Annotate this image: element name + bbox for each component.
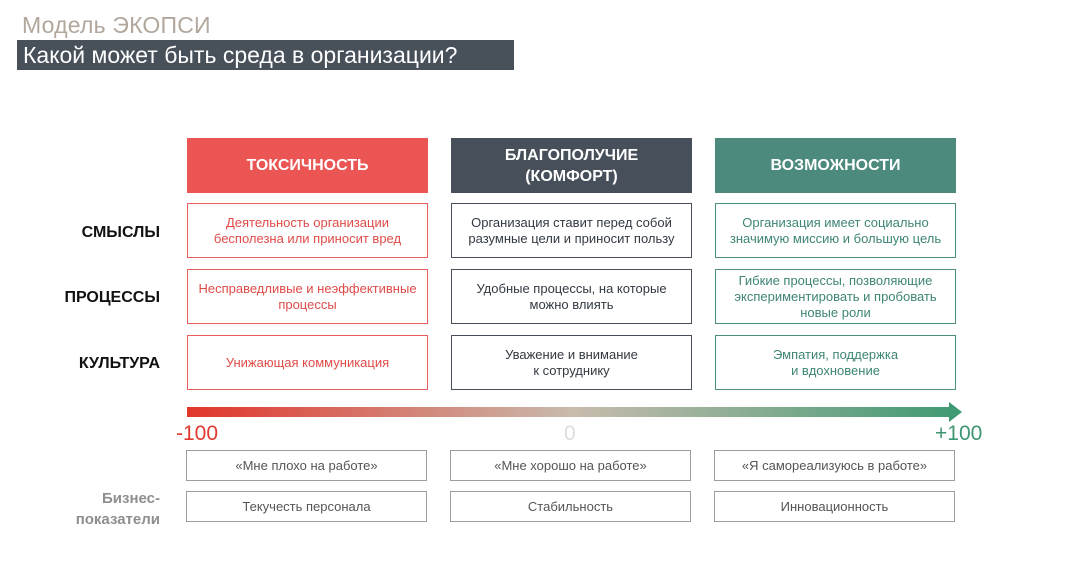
row-label-processes: ПРОЦЕССЫ [64,289,160,306]
column-header-opportunities-label: ВОЗМОЖНОСТИ [770,157,901,174]
model-subtitle: Модель ЭКОПСИ [22,12,211,38]
metric-opportunities: Инновационность [714,491,955,522]
cell-text: Деятельность организации бесполезна или приносит вред [213,214,402,246]
quote-opportunities: «Я самореализуюсь в работе» [714,450,955,481]
business-metrics-label: Бизнес- показатели [75,490,160,528]
cell-text: Уважение и внимание к сотруднику [505,346,638,378]
page-title: Какой может быть среда в организации? [17,40,514,70]
row-label-culture: КУЛЬТУРА [78,355,160,372]
scale-max-label: +100 [935,422,983,445]
scale-min-label: -100 [176,422,219,445]
row-label-meanings: СМЫСЛЫ [81,224,160,241]
cell-text: Несправедливые и неэффективные процессы [198,280,417,312]
cell-text: Унижающая коммуникация [225,354,390,370]
cell-text: Организация имеет социально значимую миссию и большую цель [729,214,942,246]
quote-wellbeing: «Мне хорошо на работе» [450,450,691,481]
cell-text: Удобные процессы, на которые можно влиять [476,280,667,312]
quote-toxicity: «Мне плохо на работе» [186,450,427,481]
column-header-toxicity-label: ТОКСИЧНОСТЬ [246,157,369,174]
cell-text: Эмпатия, поддержка и вдохновение [772,346,899,378]
cell-text: Организация ставит перед собой разумные цели и приносит пользу [468,214,675,246]
metric-wellbeing: Стабильность [450,491,691,522]
cell-text: Гибкие процессы, позволяющие экспериментировать и пробовать новые роли [734,272,937,320]
column-header-wellbeing-label: БЛАГОПОЛУЧИЕ (КОМФОРТ) [504,146,639,185]
scale-mid-label: 0 [564,422,576,445]
scale-arrow-shaft [187,407,950,417]
scale-arrow-head [949,402,962,422]
metric-toxicity: Текучесть персонала [186,491,427,522]
